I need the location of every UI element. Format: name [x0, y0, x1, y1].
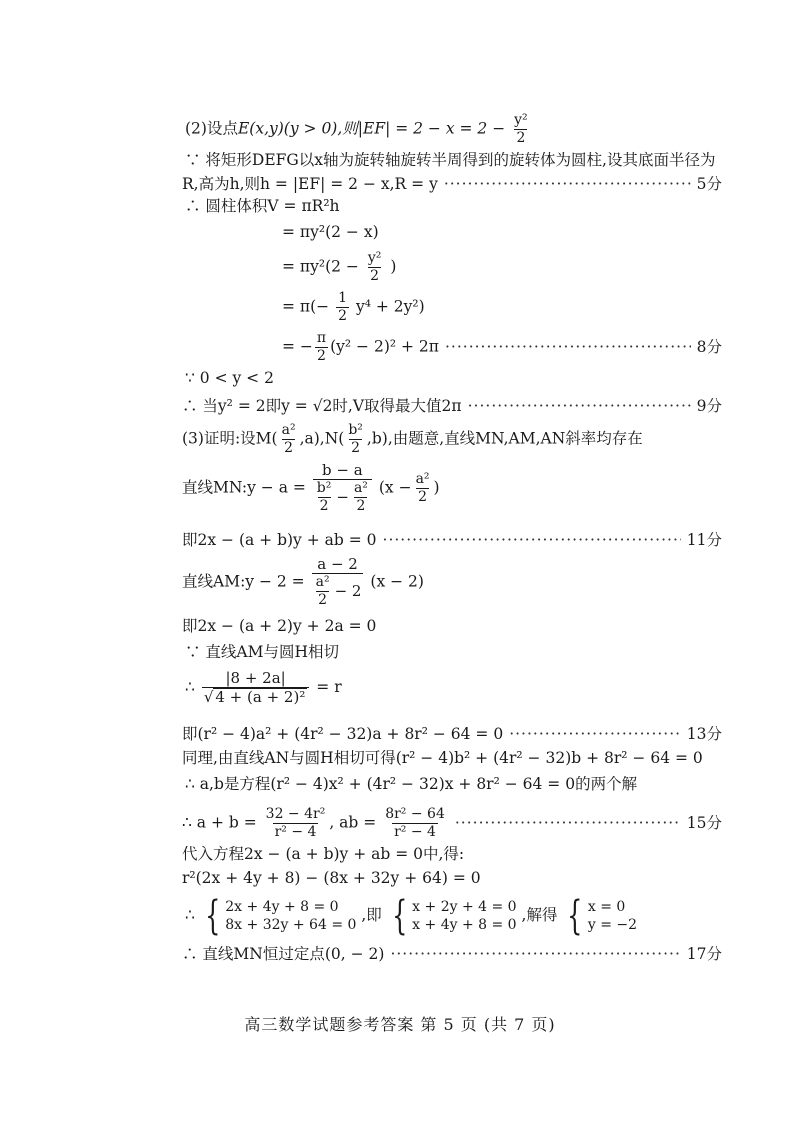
page-footer: 高三数学试题参考答案 第 5 页 (共 7 页) — [244, 1015, 556, 1034]
line-am-simplified: 即2x − (a + 2)y + 2a = 0 — [182, 617, 377, 635]
text: (2)设点 — [185, 119, 238, 138]
line-vieta: ∴ a + b = $\frac{\text{32 − 4r²}}{\text{r² − 4}}$ , ab = $\frac{\text{8r² − 64}}{\text{r² − 4}}$ ····· 15分 — [182, 806, 722, 841]
line-system: ∴ { 2x + 4y + 8 = 0 8x + 32y + 64 = 0 ,即 { x + 2y + 4 = 0 x + 4y + 8 = 0 ,解得 { x = 0 y = −2 — [185, 893, 638, 939]
system-2: { x + 2y + 4 = 0 x + 4y + 8 = 0 — [391, 893, 517, 939]
score: 5分 — [696, 175, 722, 193]
score: 15分 — [686, 813, 722, 832]
system-3: { x = 0 y = −2 — [567, 893, 638, 939]
line-quadratic-b: 同理,由直线AN与圆H相切可得(r² − 4)b² + (4r² − 32)b + 8r² − 64 = 0 — [182, 749, 703, 767]
line-am-equation: 直线AM:y − 2 = a − 2 $\frac{\text{a²}}{2}$ − 2 (x − 2) — [182, 555, 424, 608]
score: 11分 — [686, 531, 722, 549]
line-expanded: r²(2x + 4y + 8) − (8x + 32y + 64) = 0 — [182, 869, 481, 887]
line-range: ∵ 0 < y < 2 — [185, 369, 274, 387]
system-1: { 2x + 4y + 8 = 0 8x + 32y + 64 = 0 — [204, 893, 357, 939]
line-substitute: 代入方程2x − (a + b)y + ab = 0中,得: — [182, 845, 465, 863]
line-volume-step1: = πy²(2 − x) — [282, 223, 379, 241]
math: E(x,y)(y > 0),则|EF| = 2 − x = 2 − — [237, 119, 506, 138]
line-volume-step2: = πy²(2 − $\frac{\text{y²}}{2}$ ) — [282, 250, 397, 284]
line-quadratic-a: 即(r² − 4)a² + (4r² − 32)a + 8r² − 64 = 0 ····· 13分 — [182, 722, 722, 744]
line-part3-setup: (3)证明:设M( $\frac{\text{a²}}{2}$ ,a),N( $\frac{\text{b²}}{2}$ ,b),由题意,直线MN,AM,AN斜率均存在 — [182, 422, 643, 456]
score: 8分 — [696, 337, 722, 356]
line-tangent: ∵ 直线AM与圆H相切 — [185, 643, 340, 661]
line-mn-equation: 直线MN:y − a = b − a $\frac{\text{b²}}{2}$ − $\frac{\text{a²}}{2}$ (x − $\frac{\text{a²}}{2}$ ) — [182, 461, 440, 514]
score: 13分 — [686, 725, 722, 743]
line-fixed-point: ∴ 直线MN恒过定点(0, − 2) ····· 17分 — [182, 942, 722, 964]
line-radius-height: R,高为h,则h = |EF| = 2 − x,R = y ····· 5分 — [182, 172, 722, 194]
line-roots: ∴ a,b是方程(r² − 4)x² + (4r² − 32)x + 8r² − 64 = 0的两个解 — [185, 775, 638, 793]
line-volume-step3: = π(− $\frac{1}{2}$ y⁴ + 2y²) — [282, 290, 425, 324]
line-distance: ∴ $\frac{|8 + 2a|}{\text{√ 4 + (a + 2)²}}$ = r — [185, 669, 342, 706]
line-maximum: ∴ 当y² = 2即y = √2时,V取得最大值2π ····· 9分 — [182, 394, 722, 416]
line-volume: ∴ 圆柱体积V = πR²h — [185, 197, 340, 215]
leader-dots — [444, 175, 691, 193]
line-part2-setup — [185, 112, 532, 147]
fraction: $\frac{\text{y²}}{2}$ — [514, 112, 528, 146]
line-mn-simplified: 即2x − (a + b)y + ab = 0 ····· 11分 — [182, 528, 722, 550]
score: 9分 — [696, 397, 722, 415]
line-rotation: ∵ 将矩形DEFG以x轴为旋转轴旋转半周得到的旋转体为圆柱,设其底面半径为 — [185, 151, 716, 169]
score: 17分 — [686, 945, 722, 963]
line-volume-step4: = − $\frac{\pi}{2}$ (y² − 2)² + 2π ····· 8分 — [282, 330, 722, 365]
